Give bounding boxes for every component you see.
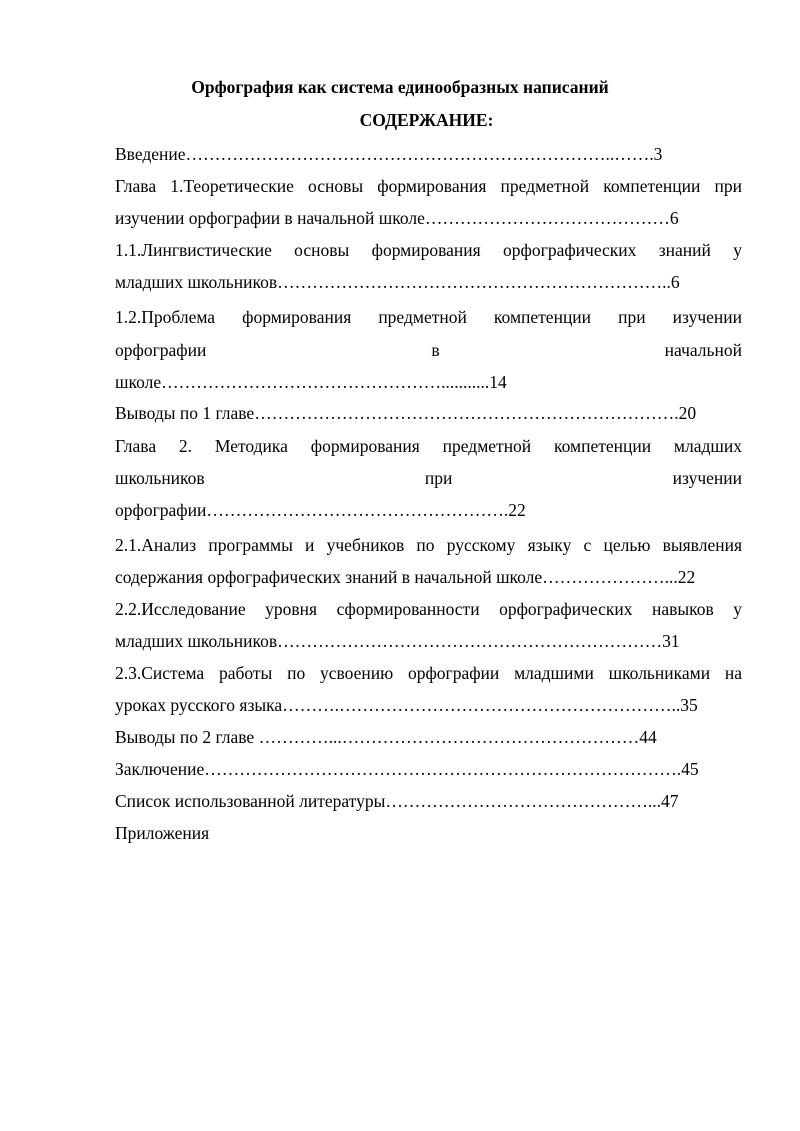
toc-entry-chapter-1-line-1: Глава 1.Теоретические основы формирования предметной компетенции при bbox=[115, 176, 742, 196]
toc-entry-2-3-line-1: 2.3.Система работы по усвоению орфографии младшими школьниками на bbox=[115, 663, 742, 683]
toc-heading: СОДЕРЖАНИЕ: bbox=[359, 110, 494, 130]
toc-entry-conclusions-chapter-1: Выводы по 1 главе……………………………………………………………….20 bbox=[115, 403, 697, 423]
toc-entry-introduction: Введение………………………………………………………………..…….3 bbox=[115, 144, 663, 164]
toc-entry-appendices: Приложения bbox=[115, 823, 210, 843]
toc-entry-1-2-line-1: 1.2.Проблема формирования предметной компетенции при изучении bbox=[115, 307, 742, 327]
toc-entry-2-1-line-1: 2.1.Анализ программы и учебников по русскому языку с целью выявления bbox=[115, 535, 742, 555]
toc-entry-chapter-2-line-3: орфографии…………………………………………….22 bbox=[115, 500, 526, 520]
toc-entry-2-1-line-2: содержания орфографических знаний в начальной школе…………………...22 bbox=[115, 567, 696, 587]
toc-entry-conclusions-chapter-2: Выводы по 2 главе …………...……………………………………………44 bbox=[115, 727, 657, 747]
toc-entry-1-2-line-2: орфографии в начальной bbox=[115, 340, 742, 360]
toc-entry-1-2-line-3: школе…………………………………………...........14 bbox=[115, 372, 507, 392]
toc-entry-2-3-line-2: уроках русского языка……….…………………………………………………..35 bbox=[115, 695, 698, 715]
toc-entry-references: Список использованной литературы………………………………………...47 bbox=[115, 791, 679, 811]
toc-entry-1-1-line-2: младших школьников…………………………………………………………..6 bbox=[115, 272, 680, 292]
toc-entry-2-2-line-2: младших школьников…………………………………………………………31 bbox=[115, 631, 680, 651]
toc-entry-chapter-2-line-1: Глава 2. Методика формирования предметной компетенции младших bbox=[115, 436, 742, 456]
toc-entry-conclusion: Заключение……………………………………………………………………….45 bbox=[115, 759, 699, 779]
toc-entry-chapter-1-line-2: изучении орфографии в начальной школе……………………………………6 bbox=[115, 208, 679, 228]
document-title: Орфография как система единообразных написаний bbox=[191, 77, 609, 97]
toc-entry-chapter-2-line-2: школьников при изучении bbox=[115, 468, 742, 488]
toc-entry-1-1-line-1: 1.1.Лингвистические основы формирования орфографических знаний у bbox=[115, 240, 742, 260]
toc-entry-2-2-line-1: 2.2.Исследование уровня сформированности орфографических навыков у bbox=[115, 599, 742, 619]
